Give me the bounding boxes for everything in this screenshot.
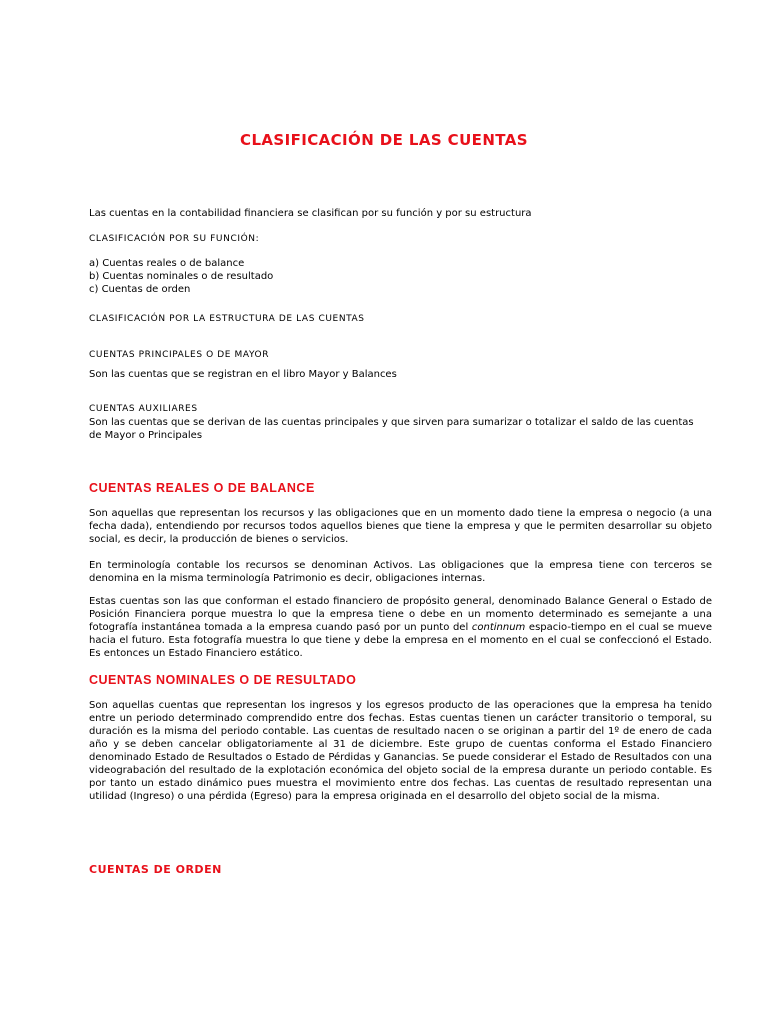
orden-heading: CUENTAS DE ORDEN [89, 863, 222, 876]
continnum-term: continnum [471, 622, 526, 633]
reales-paragraph-2: En terminología contable los recursos se denominan Activos. Las obligaciones que la empresa tiene con terceros se denomina en la misma terminología Patrimonio es decir, obligaciones internas. [89, 560, 712, 584]
structure-classification-heading: CLASIFICACIÓN POR LA ESTRUCTURA DE LAS CUENTAS [89, 314, 365, 324]
reales-heading: CUENTAS REALES O DE BALANCE [89, 481, 315, 495]
reales-paragraph-1: Son aquellas que representan los recursos y las obligaciones que en un momento dado tiene la empresa o negocio (a una fecha dada), entendiendo por recursos todos aquellos bienes que tiene la empresa y que le permiten desarrollar su objeto social, es decir, la producción de bienes o servicios. [89, 508, 712, 545]
function-list [89, 257, 712, 296]
list-item: c) Cuentas de orden [89, 284, 191, 295]
reales-paragraph-3-start: Estas cuentas son las que conforman el estado financiero de propósito general, denominado Balance General o Estado de Posición Financiera porque muestra lo que la empresa tiene o debe en un momento determinado es semejante a una fotografía instantánea tomada a la empresa cuando pasó por un punto del [89, 596, 712, 633]
list-item: a) Cuentas reales o de balance [89, 258, 245, 269]
nominales-paragraph: Son aquellas cuentas que representan los ingresos y los egresos producto de las operaciones que la empresa ha tenido entre un periodo determinado comprendido entre dos fechas. Estas cuentas tienen un carácter transitorio o temporal, su duración es la misma del periodo contable. Las cuentas de resultado nacen o se originan a partir del 1º de enero de cada año y se deben cancelar obligatoriamente al 31 de diciembre. Este grupo de cuentas conforma el Estado Financiero denominado Estado de Resultados o Estado de Pérdidas y Ganancias. Se puede considerar el Estado de Resultados con una videograbación del resultado de la explotación económica del objeto social de la empresa durante un periodo contable. Es por tanto un estado dinámico pues muestra el movimiento entre dos fechas. Las cuentas de resultado representan una utilidad (Ingreso) o una pérdida (Egreso) para la empresa originada en el desarrollo del objeto social de la misma. [89, 700, 712, 802]
reales-paragraph-3 [89, 595, 712, 660]
reales-paragraph-3-end: espacio-tiempo en el cual se mueve hacia el futuro. Esta fotografía muestra lo que tiene y debe la empresa en el momento en el cual se confeccionó el Estado. Es entonces un Estado Financiero estático. [89, 622, 713, 659]
function-classification-heading: CLASIFICACIÓN POR SU FUNCIÓN: [89, 234, 260, 244]
principales-heading: CUENTAS PRINCIPALES O DE MAYOR [89, 350, 270, 360]
auxiliares-heading: CUENTAS AUXILIARES [89, 404, 198, 414]
principales-text: Son las cuentas que se registran en el libro Mayor y Balances [89, 369, 397, 380]
page-title: CLASIFICACIÓN DE LAS CUENTAS [240, 131, 528, 149]
intro-paragraph: Las cuentas en la contabilidad financiera se clasifican por su función y por su estructura [89, 208, 532, 219]
nominales-heading: CUENTAS NOMINALES O DE RESULTADO [89, 673, 357, 687]
auxiliares-text: Son las cuentas que se derivan de las cuentas principales y que sirven para sumarizar o totalizar el saldo de las cuentas de Mayor o Principales [89, 417, 694, 441]
list-item: b) Cuentas nominales o de resultado [89, 271, 274, 282]
